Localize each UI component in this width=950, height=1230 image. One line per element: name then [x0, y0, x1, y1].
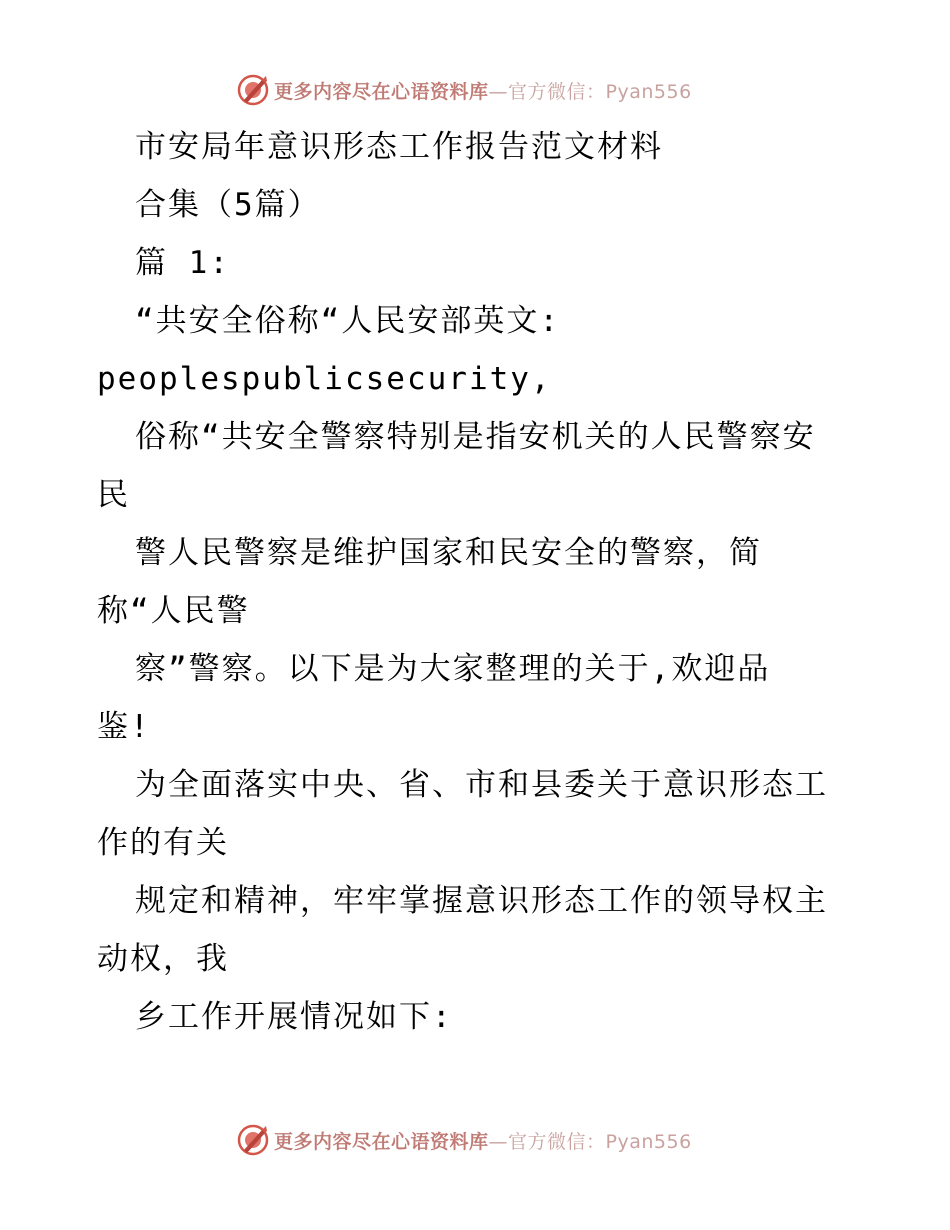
doc-paragraph-line: 作的有关 — [97, 825, 229, 861]
watermark-main: 更多内容尽在心语资料库 — [274, 80, 489, 103]
footer-watermark — [236, 1123, 692, 1157]
doc-paragraph-line: 俗称“共安全警察特别是指安机关的人民警察安 — [135, 419, 816, 455]
doc-paragraph-line: 为全面落实中央、省、市和县委关于意识形态工 — [135, 767, 828, 803]
doc-paragraph-line: 称“人民警 — [97, 593, 250, 629]
doc-paragraph-line: 警人民警察是维护国家和民安全的警察，简 — [135, 535, 762, 571]
doc-paragraph-line: 察”警察。以下是为大家整理的关于,欢迎品 — [135, 651, 771, 687]
pen-logo-icon — [236, 1123, 270, 1157]
doc-paragraph-line: 规定和精神，牢牢掌握意识形态工作的领导权主 — [135, 883, 828, 919]
doc-paragraph-line: peoplespublicsecurity, — [97, 361, 552, 397]
watermark-text — [274, 1127, 692, 1154]
doc-paragraph-line: 民 — [97, 477, 130, 513]
watermark-main: 更多内容尽在心语资料库 — [274, 1130, 489, 1153]
doc-title-line-1: 市安局年意识形态工作报告范文材料 — [135, 129, 663, 165]
doc-paragraph-line: “共安全俗称“人民安部英文: — [135, 303, 560, 339]
header-watermark — [236, 73, 692, 107]
pen-logo-icon — [236, 73, 270, 107]
watermark-rest: —官方微信：Pyan556 — [488, 1130, 692, 1153]
doc-paragraph-line: 鉴! — [97, 709, 151, 745]
doc-title-line-2: 合集（5篇） — [135, 187, 321, 223]
watermark-text — [274, 77, 692, 104]
doc-paragraph-line: 动权，我 — [97, 941, 229, 977]
doc-section-heading: 篇 1: — [135, 245, 230, 281]
doc-paragraph-line: 乡工作开展情况如下: — [135, 999, 453, 1035]
watermark-rest: —官方微信：Pyan556 — [488, 80, 692, 103]
